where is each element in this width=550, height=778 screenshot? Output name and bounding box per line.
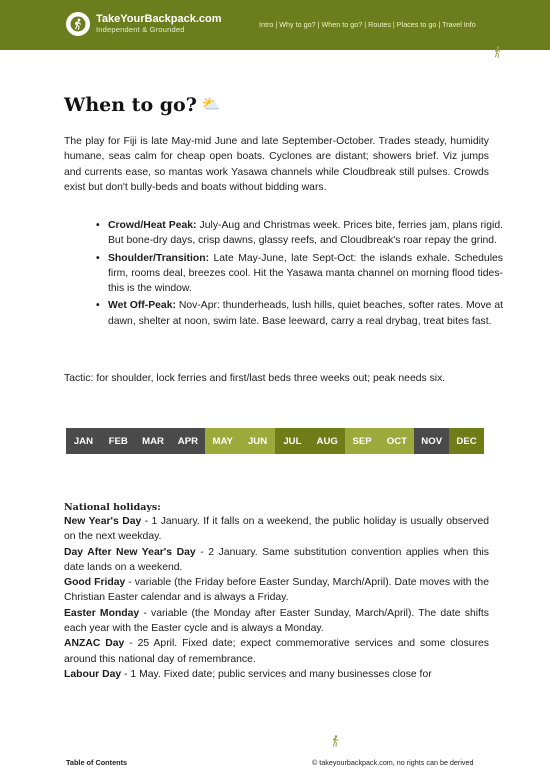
list-item: [64, 606, 489, 637]
sun-behind-cloud-icon: ⛅: [201, 95, 221, 113]
list-item: [108, 251, 503, 297]
holiday-name: Labour Day: [64, 668, 122, 680]
month-cell-jul: JUL: [275, 428, 310, 454]
list-item: [64, 545, 489, 576]
month-cell-dec: DEC: [449, 428, 484, 454]
hiker-icon: [331, 735, 340, 750]
nav-places-to-go[interactable]: Places to go: [396, 20, 437, 29]
holiday-text: - 2 January. Same substitution convention applies when this date lands on a weekend.: [64, 546, 490, 573]
season-text: Late May-June, late Sept-Oct: the islands exhale. Schedules firm, rooms deal, breezes cool. Hit the Yasawa manta channel on morning flood tides-this is the window.: [108, 252, 503, 295]
holiday-name: Good Friday: [64, 577, 126, 589]
holiday-name: New Year's Day: [64, 516, 142, 527]
nav-routes[interactable]: Routes: [368, 20, 391, 29]
month-cell-jun: JUN: [240, 428, 275, 454]
holiday-name: Day After New Year's Day: [64, 546, 196, 558]
season-name: Crowd/Heat Peak:: [108, 220, 197, 231]
brand-name[interactable]: TakeYourBackpack.com: [96, 13, 222, 25]
table-of-contents-link[interactable]: Table of Contents: [66, 758, 128, 767]
list-item: [64, 575, 489, 606]
nav-travel-info[interactable]: Travel Info: [442, 20, 476, 29]
month-bar: [66, 428, 484, 454]
page-title-text: When to go?: [64, 94, 197, 116]
month-cell-sep: SEP: [345, 428, 380, 454]
month-cell-mar: MAR: [136, 428, 171, 454]
copyright-notice: © takeyourbackpack.com, no rights can be derived: [312, 758, 474, 767]
month-cell-may: MAY: [205, 428, 240, 454]
season-name: Shoulder/Transition:: [108, 252, 210, 264]
month-cell-apr: APR: [170, 428, 205, 454]
list-item: [108, 218, 503, 249]
list-item: [64, 636, 489, 667]
tactic-paragraph: Tactic: for shoulder, lock ferries and first/last beds three weeks out; peak needs six.: [64, 373, 446, 384]
logo[interactable]: [66, 12, 90, 36]
nav-when-to-go[interactable]: When to go?: [321, 20, 363, 29]
list-item: [64, 667, 489, 682]
intro-paragraph: The play for Fiji is late May-mid June and late September-October. Trades steady, humidity humane, seas calm for cheap open boats. Cyclones are distant; showers brief. Viz jumps and currents ease, so mantas work Yasawa channels while Cloudbreak still pulses. Crowds exist but don't bully-beds and boats without bidding wars.: [64, 136, 489, 193]
page-header: [0, 0, 550, 50]
holiday-text: - 25 April. Fixed date; expect commemorative services and some closures around this national day of remembrance.: [64, 638, 489, 665]
month-cell-jan: JAN: [66, 428, 101, 454]
season-text: July-Aug and Christmas week. Prices bite, ferries jam, plans rigid. But bone-dry days, crisp dawns, glassy reefs, and Cloudbreak's roar repay the grind.: [108, 220, 503, 247]
month-cell-aug: AUG: [310, 428, 345, 454]
season-name: Wet Off-Peak:: [108, 300, 176, 312]
hiker-logo-icon: [70, 16, 86, 32]
holiday-name: Easter Monday: [64, 607, 140, 619]
month-cell-feb: FEB: [101, 428, 136, 454]
holidays-heading: National holidays:: [64, 502, 161, 513]
nav-intro[interactable]: Intro: [259, 20, 274, 29]
holiday-text: - 1 May. Fixed date; public services and many businesses close for: [121, 668, 432, 680]
nav-why-to-go[interactable]: Why to go?: [279, 20, 316, 29]
month-cell-oct: OCT: [379, 428, 414, 454]
list-item: [64, 514, 489, 545]
brand-tagline: Independent & Grounded: [96, 25, 185, 34]
list-item: [108, 298, 503, 329]
holiday-name: ANZAC Day: [64, 638, 125, 650]
season-text: Nov-Apr: thunderheads, lush hills, quiet beaches, softer rates. Move at dawn, shelter at noon, swim late. Base leeward, carry a real drybag, treat bites fast.: [108, 300, 503, 327]
holiday-text: - variable (the Monday after Easter Sunday, March/April). The date shifts each year with the Easter cycle and is always a Monday.: [64, 607, 489, 635]
holiday-list: [64, 514, 489, 682]
season-list: [94, 218, 503, 331]
holiday-text: - variable (the Friday before Easter Sunday, March/April). Date moves with the Christian Easter calendar and is always a Friday.: [64, 577, 489, 604]
month-cell-nov: NOV: [414, 428, 449, 454]
top-nav: Intro | Why to go? | When to go? | Routes | Places to go | Travel Info: [259, 20, 476, 29]
holiday-text: - 1 January. If it falls on a weekend, the public holiday is usually observed on the next weekday.: [64, 516, 489, 543]
page-title: [64, 92, 221, 117]
hiker-icon: [493, 46, 502, 61]
